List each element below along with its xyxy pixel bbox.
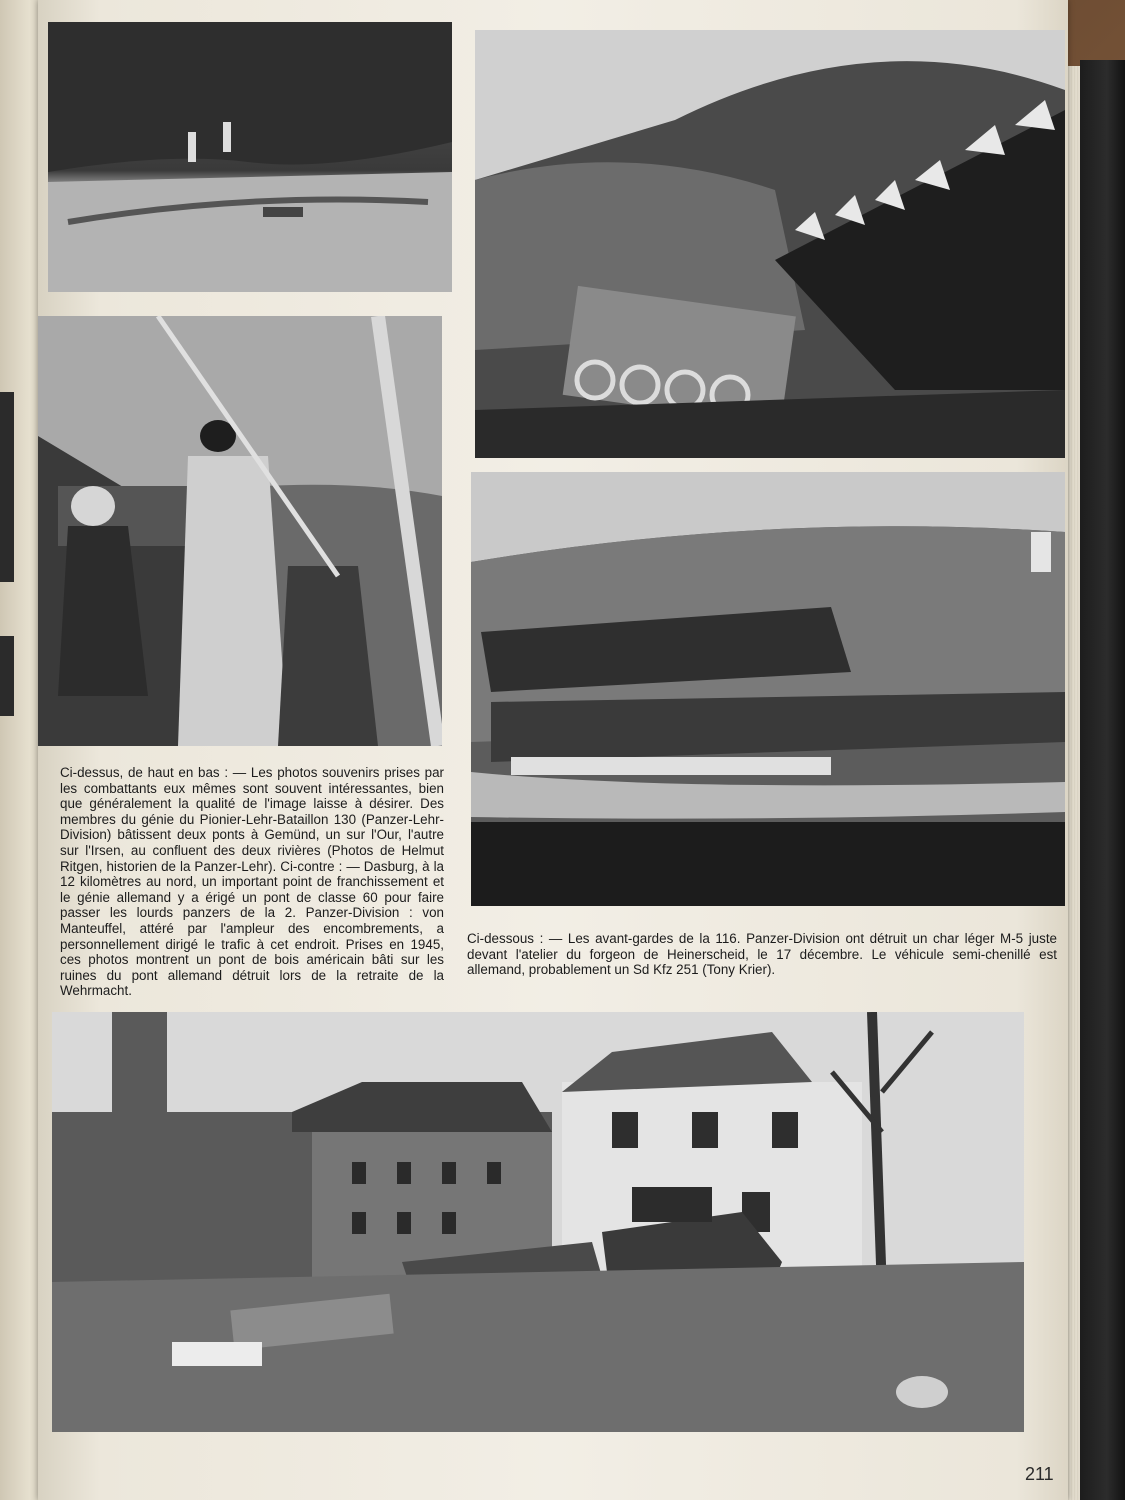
book-page [38, 0, 1068, 1500]
page-number: 211 [1025, 1464, 1054, 1484]
photo-engineers-bridge [38, 316, 442, 746]
previous-page-photo-edge [0, 392, 14, 582]
book-cover [1080, 60, 1125, 1500]
previous-page-edge [0, 0, 42, 1500]
previous-page-photo-edge [0, 636, 14, 716]
caption-left: Ci-dessus, de haut en bas : — Les photos souvenirs prises par les combattants eux mêmes sont souvent intéressantes, bien que généralement la qualité de l'image laisse à désirer. Des membres du génie du Pionier-Lehr-Bataillon 130 (Panzer-Lehr-Division) bâtissent deux ponts à Gemünd, un sur l'Our, l'autre sur l'Irsen, au confluent des deux rivières (Photos de Helmut Ritgen, historien de la Panzer-Lehr). Ci-contre : — Dasburg, à la 12 kilomètres au nord, un important point de franchissement et le génie allemand y a érigé un pont de classe 60 pour faire passer les lourds panzers de la 2. Panzer-Division : von Manteuffel, attéré par l'ampleur des encombrements, a personnellement dirigé le trafic à cet endroit. Prises en 1945, ces photos montrent un pont de bois américain bâti sur les ruines du pont allemand détruit lors de la retraite de la Wehrmacht. [60, 765, 444, 999]
photo-heinerscheid-street [52, 1012, 1024, 1432]
caption-right: Ci-dessous : — Les avant-gardes de la 116. Panzer-Division ont détruit un char léger M-5 juste devant l'atelier du forgeon de Heinerscheid, le 17 décembre. Le véhicule semi-chenillé est allemand, probablement un Sd Kfz 251 (Tony Krier). [467, 931, 1057, 978]
photo-dasburg-bridge [471, 472, 1065, 906]
photo-tank-under-bridge [475, 30, 1065, 458]
photo-bridge-field [48, 22, 452, 292]
